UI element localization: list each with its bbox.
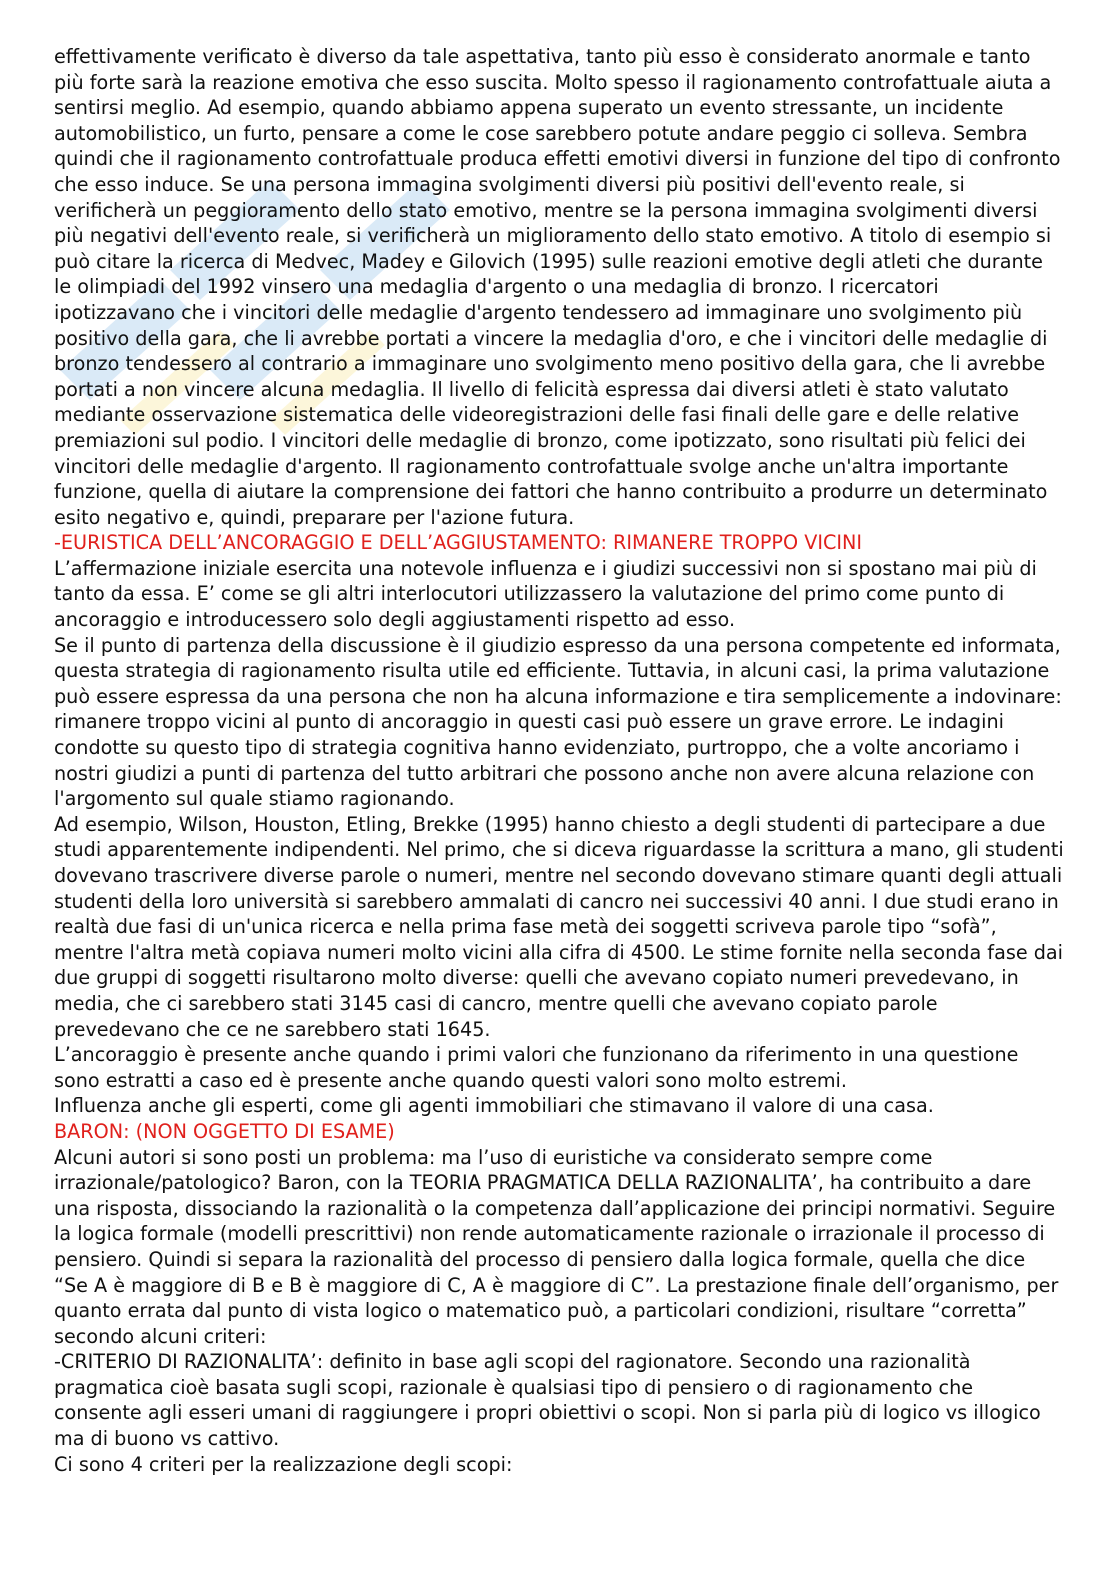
section-heading-ancoraggio: -EURISTICA DELL’ANCORAGGIO E DELL’AGGIUSTAMENTO: RIMANERE TROPPO VICINI (54, 531, 863, 555)
paragraph-criterio-razionalita: -CRITERIO DI RAZIONALITA’: definito in base agli scopi del ragionatore. Secondo una razionalità pragmatica cioè basata sugli scopi, razionale è qualsiasi tipo di pensiero o di ragionamento che consente agli esseri umani di raggiungere i propri obiettivi o scopi. Non si parla più di logico vs illogico ma di buono vs cattivo. (54, 1350, 1041, 1451)
paragraph-affermazione-iniziale: L’affermazione iniziale esercita una notevole influenza e i giudizi successivi non si spostano mai più di tanto da essa. E’ come se gli altri interlocutori utilizzassero la valutazione del primo come punto di ancoraggio e introducessero solo degli aggiustamenti rispetto ad esso. (54, 556, 1037, 632)
paragraph-teoria-pragmatica: Alcuni autori si sono posti un problema: ma l’uso di euristiche va considerato sempre come irrazionale/patologico? Baron, con la TEORIA PRAGMATICA DELLA RAZIONALITA’, ha contribuito a dare una risposta, dissociando la razionalità o la competenza dall’applicazione dei principi normativi. Seguire la logica formale (modelli prescrittivi) non rende automaticamente razionale o irrazionale il processo di pensiero. Quindi si separa la razionalità del processo di pensiero dalla logica formale, quella che dice “Se A è maggiore di B e B è maggiore di C, A è maggiore di C”. La prestazione finale dell’organismo, per quanto errata dal punto di vista logico o matematico può, a particolari condizioni, risultare “corretta” secondo alcuni criteri: (54, 1145, 1059, 1348)
document-page (54, 44, 1064, 1477)
paragraph-quattro-criteri: Ci sono 4 criteri per la realizzazione degli scopi: (54, 1452, 513, 1476)
paragraph-influenza-esperti: Influenza anche gli esperti, come gli agenti immobiliari che stimavano il valore di una casa. (54, 1094, 934, 1118)
paragraph-punto-di-partenza: Se il punto di partenza della discussione è il giudizio espresso da una persona competente ed informata, questa strategia di ragionamento risulta utile ed efficiente. Tuttavia, in alcuni casi, la prima valutazione può essere espressa da una persona che non ha alcuna informazione e tira semplicemente a indovinare: rimanere troppo vicini al punto di ancoraggio in questi casi può essere un grave errore. Le indagini condotte su questo tipo di strategia cognitiva hanno evidenziato, purtroppo, che a volte ancoriamo i nostri giudizi a punti di partenza del tutto arbitrari che possono anche non avere alcuna relazione con l'argomento sul quale stiamo ragionando. (54, 633, 1062, 811)
section-heading-baron: BARON: (NON OGGETTO DI ESAME) (54, 1119, 395, 1143)
paragraph-controfattuale: effettivamente verificato è diverso da tale aspettativa, tanto più esso è considerato anormale e tanto più forte sarà la reazione emotiva che esso suscita. Molto spesso il ragionamento controfattuale aiuta a sentirsi meglio. Ad esempio, quando abbiamo appena superato un evento stressante, un incidente automobilistico, un furto, pensare a come le cose sarebbero potute andare peggio ci solleva. Sembra quindi che il ragionamento controfattuale produca effetti emotivi diversi in funzione del tipo di confronto che esso induce. Se una persona immagina svolgimenti diversi più positivi dell'evento reale, si verificherà un peggioramento dello stato emotivo, mentre se la persona immagina svolgimenti diversi più negativi dell'evento reale, si verificherà un miglioramento dello stato emotivo. A titolo di esempio si può citare la ricerca di Medvec, Madey e Gilovich (1995) sulle reazioni emotive degli atleti che durante le olimpiadi del 1992 vinsero una medaglia d'argento o una medaglia di bronzo. I ricercatori ipotizzavano che i vincitori delle medaglie d'argento tendessero ad immaginare uno svolgimento più positivo della gara, che li avrebbe portati a vincere la medaglia d'oro, e che i vincitori delle medaglie di bronzo tendessero al contrario a immaginare uno svolgimento meno positivo della gara, che li avrebbe portati a non vincere alcuna medaglia. Il livello di felicità espressa dai diversi atleti è stato valutato mediante osservazione sistematica delle videoregistrazioni delle fasi finali delle gare e delle relative premiazioni sul podio. I vincitori delle medaglie di bronzo, come ipotizzato, sono risultati più felici dei vincitori delle medaglie d'argento. Il ragionamento controfattuale svolge anche un'altra importante funzione, quella di aiutare la comprensione dei fattori che hanno contribuito a produrre un determinato esito negativo e, quindi, preparare per l'azione futura. (54, 45, 1061, 529)
paragraph-esempio-wilson: Ad esempio, Wilson, Houston, Etling, Brekke (1995) hanno chiesto a degli studenti di partecipare a due studi apparentemente indipendenti. Nel primo, che si diceva riguardasse la scrittura a mano, gli studenti dovevano trascrivere diverse parole o numeri, mentre nel secondo dovevano stimare quanti degli attuali studenti della loro università si sarebbero ammalati di cancro nei successivi 40 anni. I due studi erano in realtà due fasi di un'unica ricerca e nella prima fase metà dei soggetti scriveva parole tipo “sofà”, mentre l'altra metà copiava numeri molto vicini alla cifra di 4500. Le stime fornite nella seconda fase dai due gruppi di soggetti risultarono molto diverse: quelli che avevano copiato numeri prevedevano, in media, che ci sarebbero stati 3145 casi di cancro, mentre quelli che avevano copiato parole prevedevano che ce ne sarebbero stati 1645. (54, 812, 1064, 1041)
paragraph-ancoraggio-presente: L’ancoraggio è presente anche quando i primi valori che funzionano da riferimento in una questione sono estratti a caso ed è presente anche quando questi valori sono molto estremi. (54, 1043, 1019, 1092)
